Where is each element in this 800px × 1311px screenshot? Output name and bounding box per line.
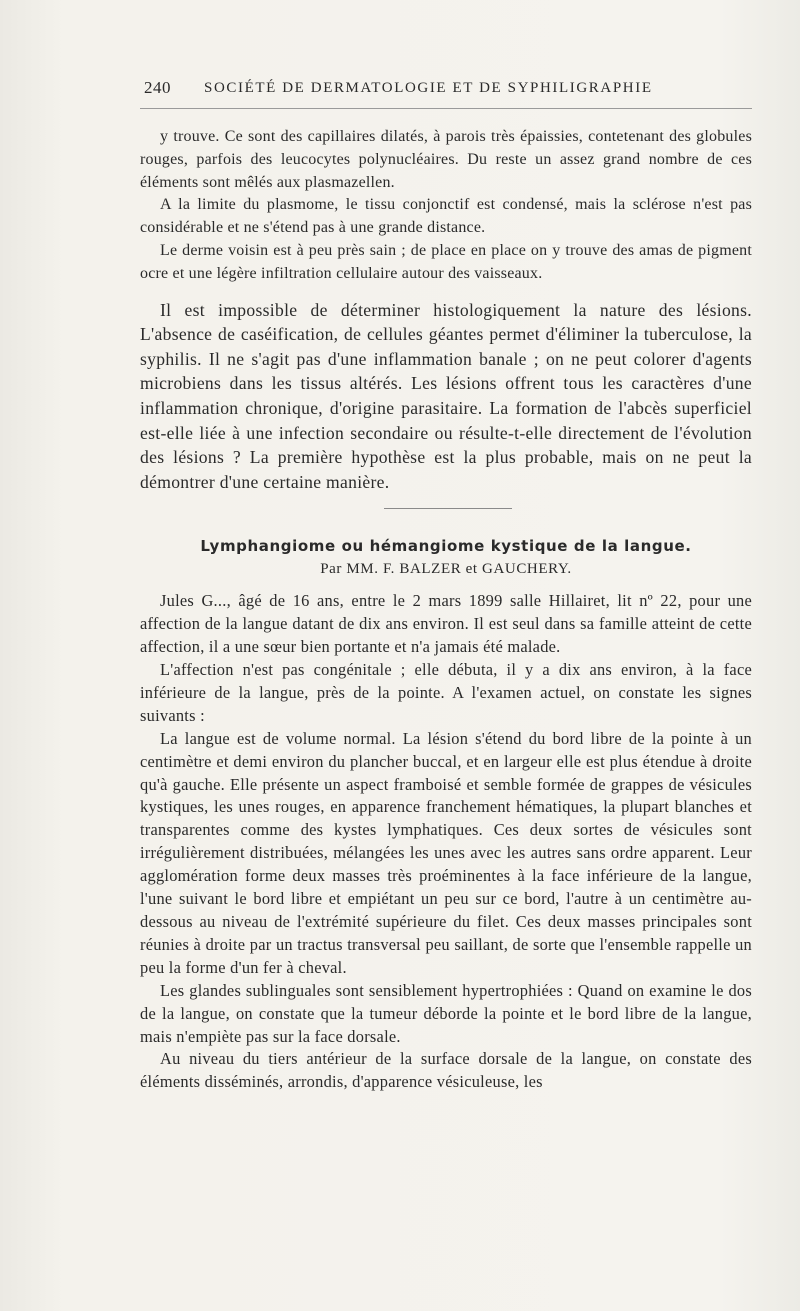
paragraph: Les glandes sublinguales sont sensiblement hypertrophiées : Quand on examine le dos de la langue, on constate que la tumeur déborde la pointe et le bord libre de la langue, mais n'empiète pas sur la face dorsale. [140,980,752,1046]
section-separator [384,508,512,509]
paragraph: Le derme voisin est à peu près sain ; de place en place on y trouve des amas de pigment ocre et une légère infiltration cellulaire autour des vaisseaux. [140,241,752,282]
conclusion-block [140,298,752,495]
page-number: 240 [144,78,171,97]
paragraph: y trouve. Ce sont des capillaires dilatés, à parois très épaissies, contetenant des globules rouges, parfois des leucocytes polynucléaires. Du reste un assez grand nombre de ces éléments sont mêlés aux plasmazellen. [140,128,752,191]
paragraph: A la limite du plasmome, le tissu conjonctif est condensé, mais la sclérose n'est pas considérable et ne s'étend pas à une grande distance. [140,196,752,237]
histology-continuation [140,126,752,286]
article-authors: Par MM. F. BALZER et GAUCHERY. [320,561,572,578]
paragraph: Au niveau du tiers antérieur de la surface dorsale de la langue, on constate des éléments disséminés, arrondis, d'apparence vésiculeuse, les [140,1049,752,1092]
page-header [140,72,752,108]
paragraph: L'affection n'est pas congénitale ; elle débuta, il y a dix ans environ, à la face inférieure de la langue, près de la pointe. A l'examen actuel, on constate les signes suivants : [140,660,752,725]
running-head: SOCIÉTÉ DE DERMATOLOGIE ET DE SYPHILIGRAPHIE [204,80,653,96]
article-title: Lymphangiome ou hémangiome kystique de la langue. [200,537,692,556]
paragraph: Jules G..., âgé de 16 ans, entre le 2 mars 1899 salle Hillairet, lit nº 22, pour une affection de la langue datant de dix ans environ. Il est seul dans sa famille atteint de cette affection, il a une sœur bien portante et n'a jamais été malade. [140,591,752,657]
case-report [140,590,752,1094]
page-body [140,126,752,1094]
header-rule [140,108,752,109]
paragraph: Il est impossible de déterminer histologiquement la nature des lésions. L'absence de caséification, de cellules géantes permet d'éliminer la tuberculose, la syphilis. Il ne s'agit pas d'une inflammation banale ; on ne peut colorer d'agents microbiens dans les tissus altérés. Les lésions offrent tous les caractères d'une inflammation chronique, d'origine parasitaire. La formation de l'abcès superficiel est-elle liée à une infection secondaire ou résulte-t-elle directement de l'évolution des lésions ? La première hypothèse est la plus probable, mais on ne peut la démontrer d'une certaine manière. [140,299,752,492]
paragraph: La langue est de volume normal. La lésion s'étend du bord libre de la pointe à un centimètre et demi environ du plancher buccal, et en largeur elle est plus étendue à droite qu'à gauche. Elle présente un aspect framboisé et semble formée de grappes de vésicules kystiques, les unes rouges, en apparence franchement hématiques, la plupart blanches et transparentes comme des kystes lymphatiques. Ces deux sortes de vésicules sont irrégulièrement distribuées, mélangées les unes avec les autres sans ordre apparent. Leur agglomération forme deux masses très proéminentes à la face inférieure de la langue, l'une suivant le bord libre et empiétant un peu sur ce bord, l'autre à un centimètre au-dessous au niveau de l'extrémité supérieure du filet. Ces deux masses principales sont réunies à droite par un tractus transversal peu saillant, de sorte que l'ensemble rappelle un peu la forme d'un fer à cheval. [140,728,752,977]
